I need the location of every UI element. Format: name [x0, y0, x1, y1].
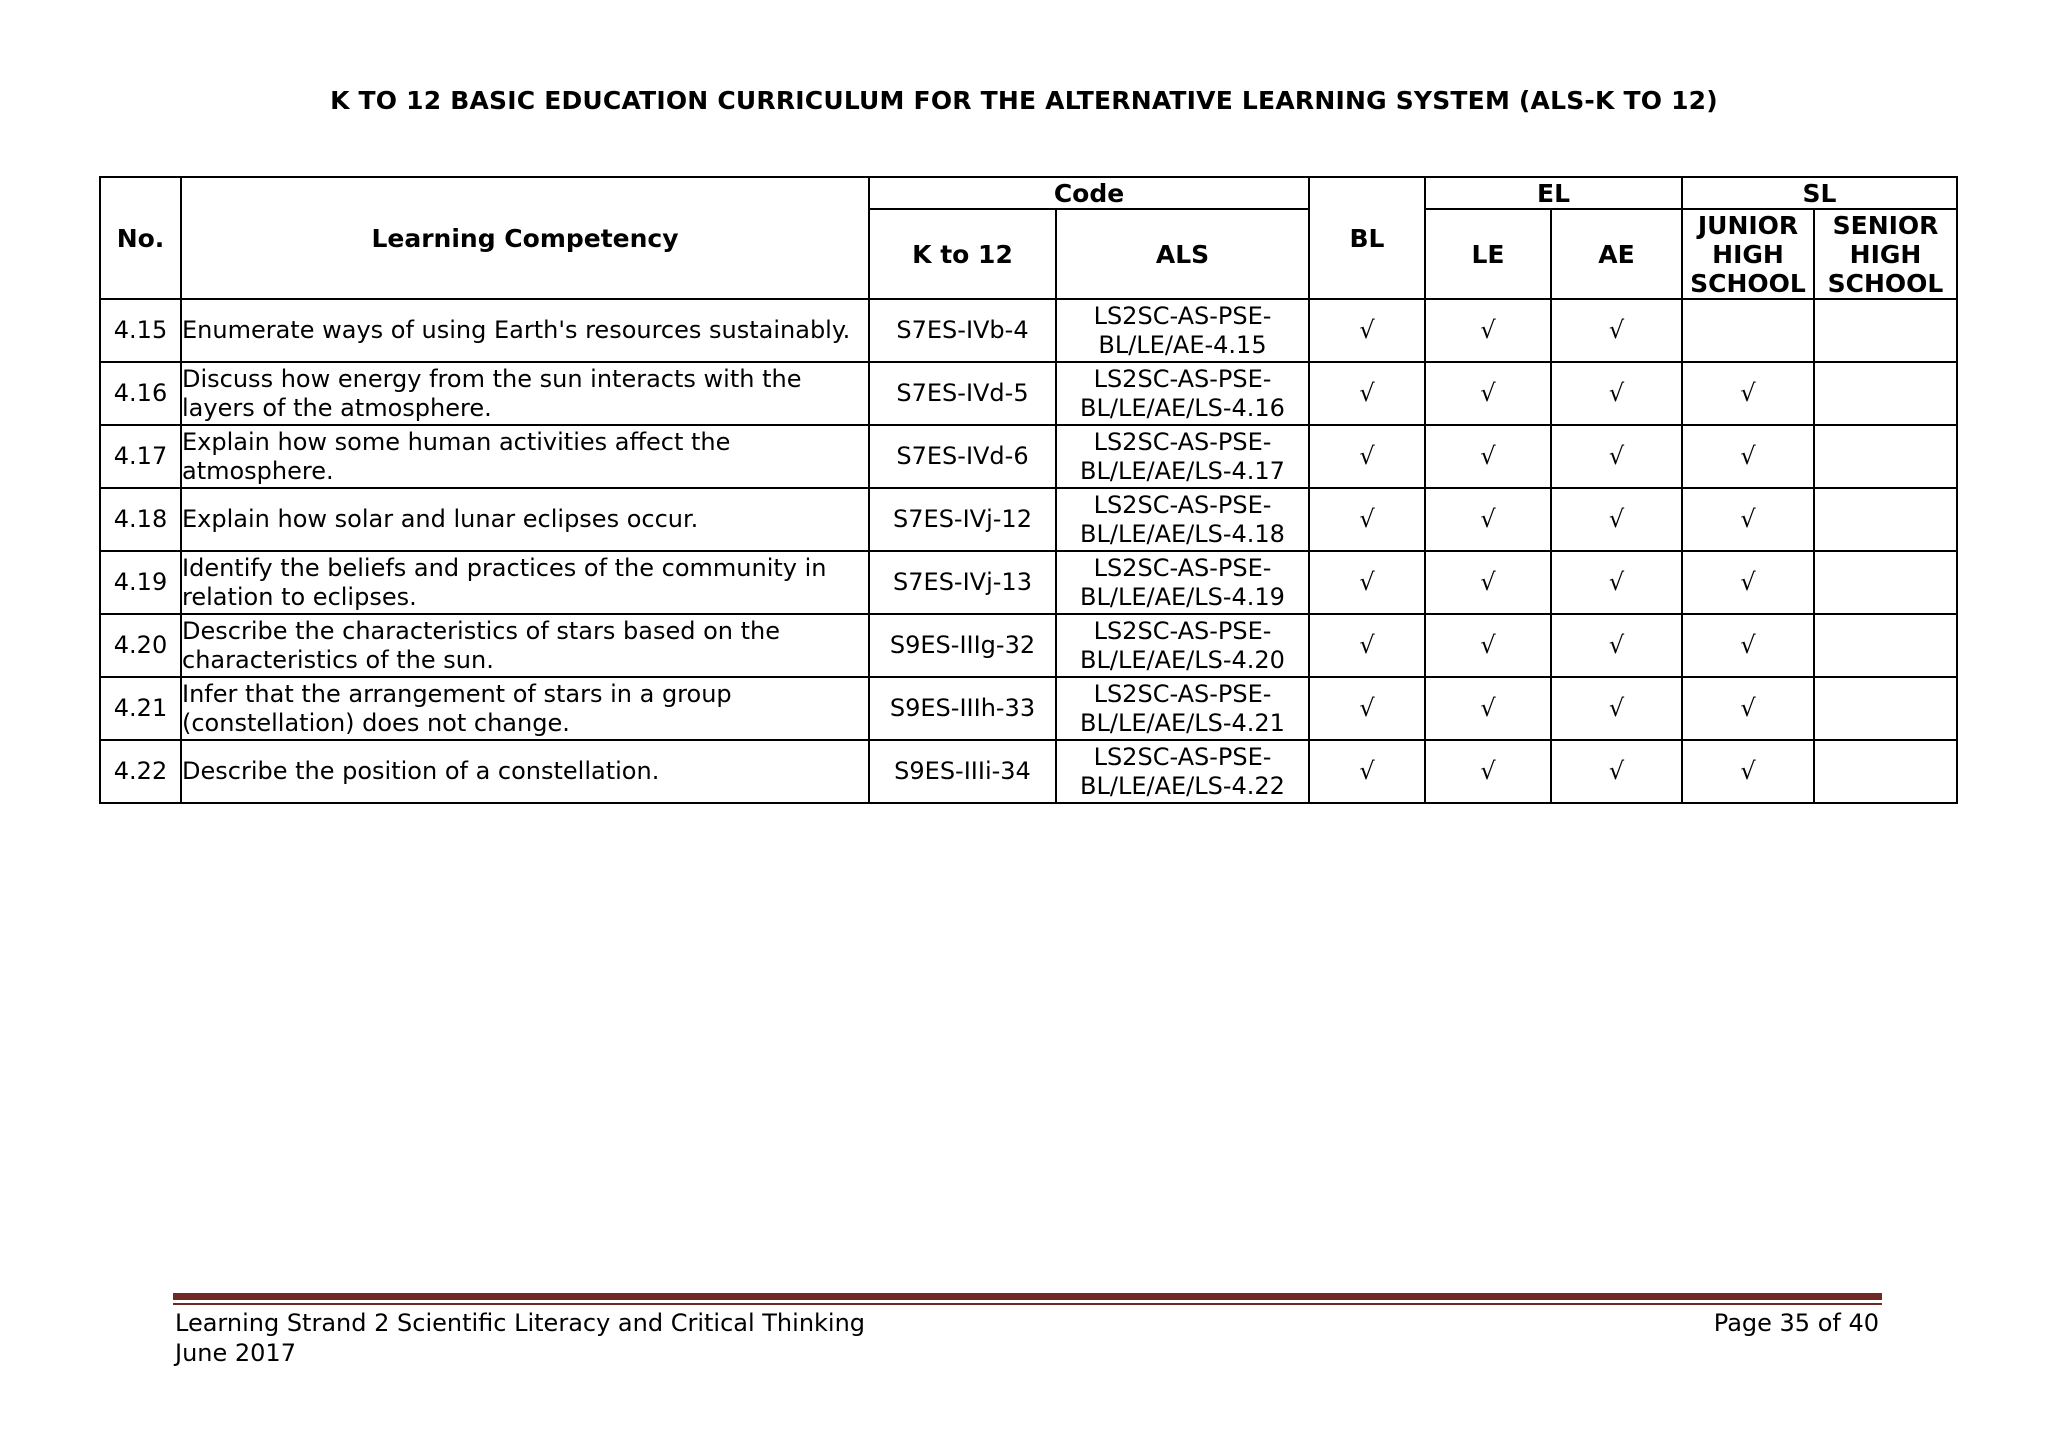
- footer-rule: [173, 1293, 1882, 1305]
- cell-als-code: LS2SC-AS-PSE-BL/LE/AE/LS-4.20: [1056, 614, 1309, 677]
- table-row: [100, 362, 1957, 425]
- cell-bl-check: √: [1309, 362, 1425, 425]
- cell-competency: Explain how some human activities affect the atmosphere.: [181, 425, 869, 488]
- header-bl: BL: [1309, 177, 1425, 299]
- table-row: [100, 425, 1957, 488]
- cell-le-check: √: [1425, 614, 1551, 677]
- cell-shs-check: [1814, 362, 1957, 425]
- cell-bl-check: √: [1309, 614, 1425, 677]
- footer-date: June 2017: [175, 1339, 296, 1367]
- cell-jhs-check: √: [1682, 425, 1814, 488]
- footer-rule-thick: [173, 1293, 1882, 1300]
- cell-k12-code: S7ES-IVd-6: [869, 425, 1056, 488]
- cell-shs-check: [1814, 551, 1957, 614]
- header-no: No.: [100, 177, 181, 299]
- cell-no: 4.20: [100, 614, 181, 677]
- cell-competency: Identify the beliefs and practices of the community in relation to eclipses.: [181, 551, 869, 614]
- header-ae: AE: [1551, 209, 1682, 299]
- cell-le-check: √: [1425, 551, 1551, 614]
- cell-bl-check: √: [1309, 425, 1425, 488]
- header-sl: SL: [1682, 177, 1957, 209]
- cell-le-check: √: [1425, 362, 1551, 425]
- cell-ae-check: √: [1551, 299, 1682, 362]
- cell-als-code: LS2SC-AS-PSE-BL/LE/AE-4.15: [1056, 299, 1309, 362]
- header-learning-competency: Learning Competency: [181, 177, 869, 299]
- cell-jhs-check: √: [1682, 614, 1814, 677]
- header-row-top: [100, 177, 1957, 209]
- header-le: LE: [1425, 209, 1551, 299]
- cell-k12-code: S7ES-IVj-12: [869, 488, 1056, 551]
- table-row: [100, 614, 1957, 677]
- cell-competency: Discuss how energy from the sun interacts with the layers of the atmosphere.: [181, 362, 869, 425]
- cell-als-code: LS2SC-AS-PSE-BL/LE/AE/LS-4.16: [1056, 362, 1309, 425]
- cell-ae-check: √: [1551, 551, 1682, 614]
- cell-jhs-check: √: [1682, 551, 1814, 614]
- cell-le-check: √: [1425, 740, 1551, 803]
- table-body: [100, 299, 1957, 803]
- cell-ae-check: √: [1551, 488, 1682, 551]
- cell-jhs-check: √: [1682, 677, 1814, 740]
- table-row: [100, 299, 1957, 362]
- table-row: [100, 488, 1957, 551]
- cell-no: 4.16: [100, 362, 181, 425]
- cell-shs-check: [1814, 488, 1957, 551]
- cell-k12-code: S7ES-IVd-5: [869, 362, 1056, 425]
- cell-als-code: LS2SC-AS-PSE-BL/LE/AE/LS-4.21: [1056, 677, 1309, 740]
- cell-ae-check: √: [1551, 677, 1682, 740]
- cell-no: 4.15: [100, 299, 181, 362]
- header-el: EL: [1425, 177, 1682, 209]
- cell-bl-check: √: [1309, 551, 1425, 614]
- cell-no: 4.21: [100, 677, 181, 740]
- cell-als-code: LS2SC-AS-PSE-BL/LE/AE/LS-4.17: [1056, 425, 1309, 488]
- cell-als-code: LS2SC-AS-PSE-BL/LE/AE/LS-4.19: [1056, 551, 1309, 614]
- cell-no: 4.22: [100, 740, 181, 803]
- cell-bl-check: √: [1309, 488, 1425, 551]
- page-number: Page 35 of 40: [1713, 1309, 1879, 1337]
- table-row: [100, 740, 1957, 803]
- cell-shs-check: [1814, 740, 1957, 803]
- cell-jhs-check: √: [1682, 488, 1814, 551]
- cell-k12-code: S9ES-IIIg-32: [869, 614, 1056, 677]
- cell-jhs-check: [1682, 299, 1814, 362]
- cell-competency: Explain how solar and lunar eclipses occur.: [181, 488, 869, 551]
- header-senior-high-school: SENIOR HIGH SCHOOL: [1814, 209, 1957, 299]
- cell-le-check: √: [1425, 425, 1551, 488]
- cell-ae-check: √: [1551, 425, 1682, 488]
- cell-jhs-check: √: [1682, 362, 1814, 425]
- competency-table: [99, 176, 1958, 804]
- cell-le-check: √: [1425, 488, 1551, 551]
- cell-le-check: √: [1425, 299, 1551, 362]
- table-row: [100, 551, 1957, 614]
- cell-competency: Describe the position of a constellation.: [181, 740, 869, 803]
- footer-strand: Learning Strand 2 Scientific Literacy and Critical Thinking: [175, 1309, 866, 1337]
- cell-ae-check: √: [1551, 614, 1682, 677]
- cell-k12-code: S9ES-IIIi-34: [869, 740, 1056, 803]
- footer-rule-thin: [173, 1303, 1882, 1305]
- cell-no: 4.17: [100, 425, 181, 488]
- cell-competency: Describe the characteristics of stars based on the characteristics of the sun.: [181, 614, 869, 677]
- footer-left: [175, 1308, 865, 1368]
- cell-no: 4.19: [100, 551, 181, 614]
- cell-competency: Infer that the arrangement of stars in a group (constellation) does not change.: [181, 677, 869, 740]
- table-header: [100, 177, 1957, 299]
- cell-k12-code: S9ES-IIIh-33: [869, 677, 1056, 740]
- cell-als-code: LS2SC-AS-PSE-BL/LE/AE/LS-4.22: [1056, 740, 1309, 803]
- cell-jhs-check: √: [1682, 740, 1814, 803]
- cell-shs-check: [1814, 677, 1957, 740]
- cell-bl-check: √: [1309, 677, 1425, 740]
- cell-als-code: LS2SC-AS-PSE-BL/LE/AE/LS-4.18: [1056, 488, 1309, 551]
- cell-shs-check: [1814, 614, 1957, 677]
- header-code: Code: [869, 177, 1309, 209]
- cell-no: 4.18: [100, 488, 181, 551]
- header-junior-high-school: JUNIOR HIGH SCHOOL: [1682, 209, 1814, 299]
- cell-ae-check: √: [1551, 362, 1682, 425]
- cell-bl-check: √: [1309, 740, 1425, 803]
- cell-shs-check: [1814, 425, 1957, 488]
- cell-k12-code: S7ES-IVb-4: [869, 299, 1056, 362]
- cell-le-check: √: [1425, 677, 1551, 740]
- cell-k12-code: S7ES-IVj-13: [869, 551, 1056, 614]
- cell-bl-check: √: [1309, 299, 1425, 362]
- cell-competency: Enumerate ways of using Earth's resources sustainably.: [181, 299, 869, 362]
- header-als: ALS: [1056, 209, 1309, 299]
- table-row: [100, 677, 1957, 740]
- cell-shs-check: [1814, 299, 1957, 362]
- cell-ae-check: √: [1551, 740, 1682, 803]
- header-k-to-12: K to 12: [869, 209, 1056, 299]
- document-title: K TO 12 BASIC EDUCATION CURRICULUM FOR THE ALTERNATIVE LEARNING SYSTEM (ALS-K TO 12): [330, 86, 1718, 115]
